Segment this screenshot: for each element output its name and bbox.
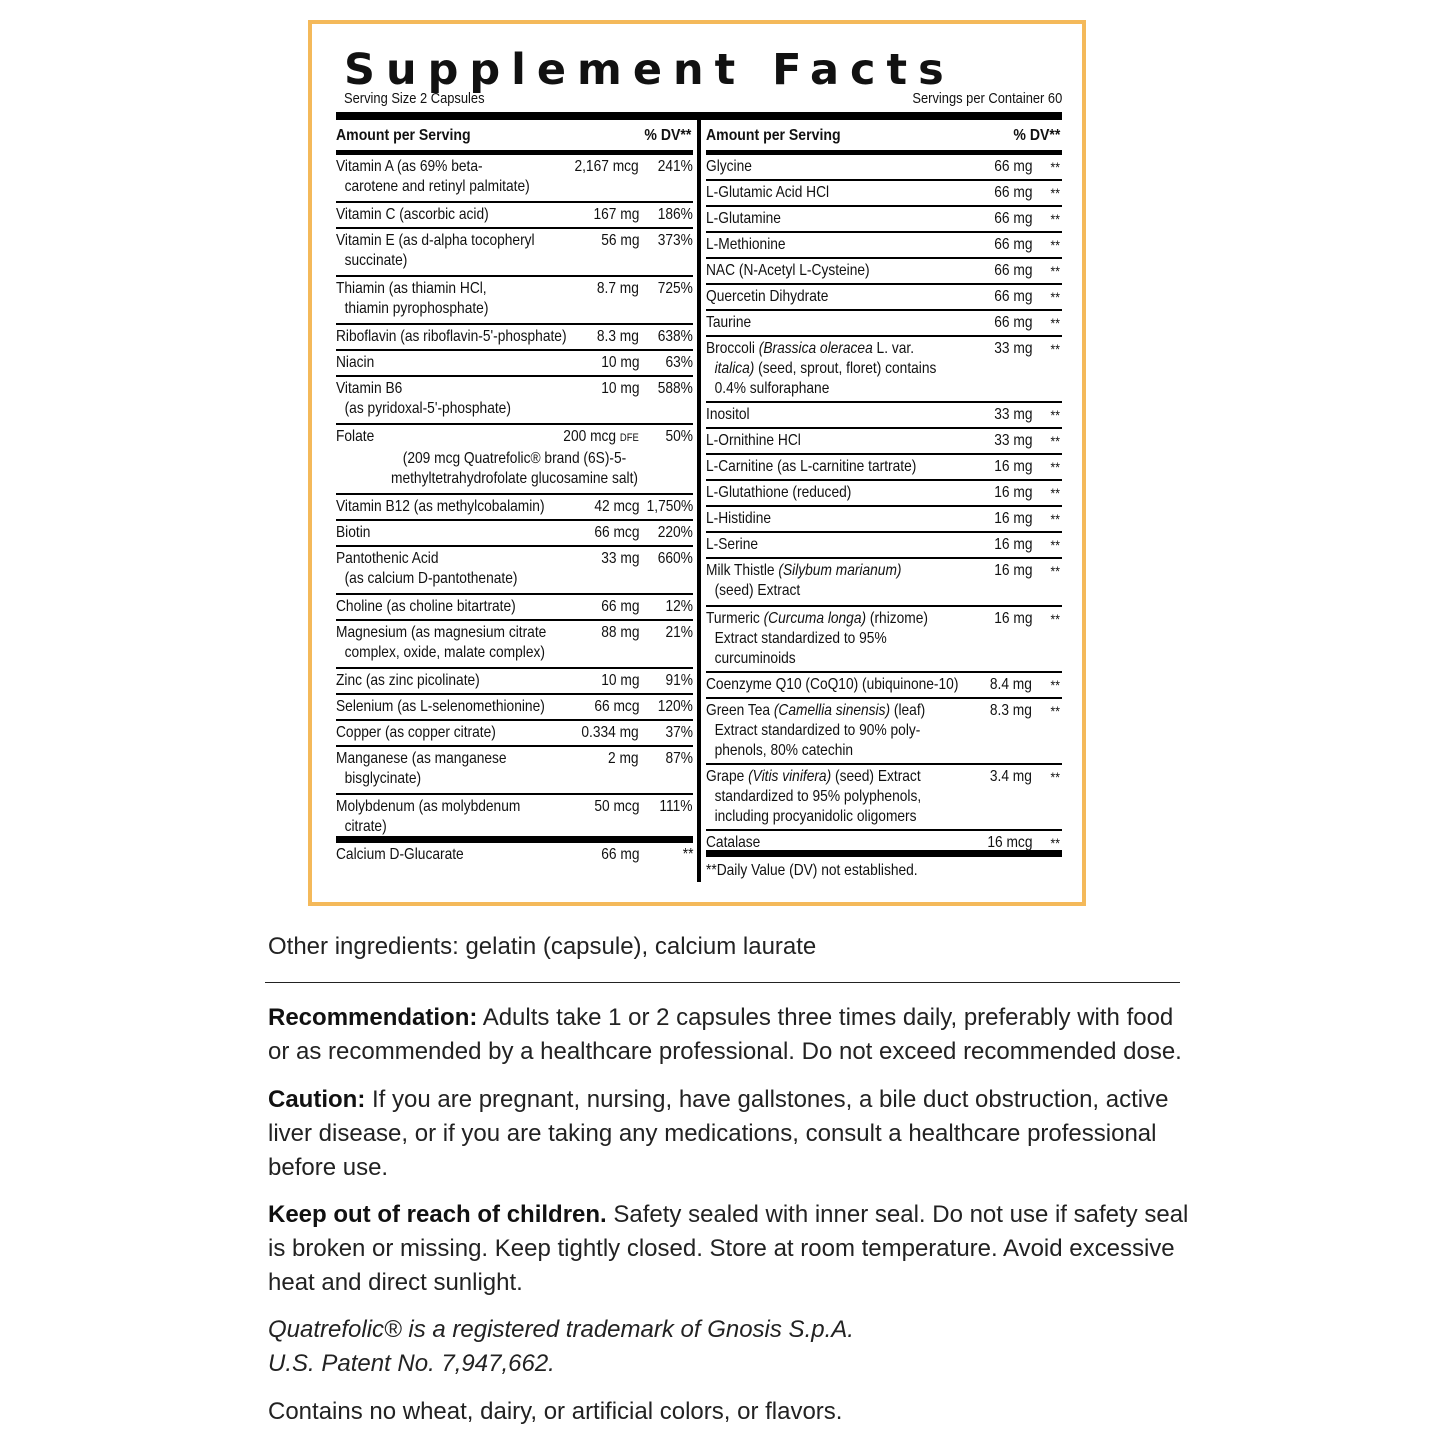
nutrient-name-line: Niacin <box>336 354 375 371</box>
nutrient-amount: 66 mg <box>993 262 1032 279</box>
nutrient-name-line: phenols, 80% catechin <box>714 742 854 759</box>
nutrient-amount: 66 mcg <box>593 698 639 715</box>
nutrient-dv: ** <box>1050 459 1060 475</box>
contains-no: Contains no wheat, dairy, or artificial colors, or flavors. <box>268 1398 843 1425</box>
caution-lead: Caution: <box>268 1086 366 1113</box>
nutrient-row <box>706 233 1062 259</box>
nutrient-name-line: L-Serine <box>706 536 759 553</box>
nutrient-dv: ** <box>1050 237 1060 253</box>
nutrient-name-line: L-Ornithine HCl <box>706 432 801 449</box>
serving-size: Serving Size 2 Capsules <box>344 90 485 107</box>
recommendation-text: or as recommended by a healthcare professional. Do not exceed recommended dose. <box>268 1038 1182 1065</box>
nutrient-row <box>706 155 1062 181</box>
nutrient-amount: 66 mg <box>600 846 639 863</box>
keep-out-text: Safety sealed with inner seal. Do not use if safety seal <box>606 1201 1189 1228</box>
column-header <box>336 120 693 155</box>
nutrient-amount: 33 mg <box>600 550 639 567</box>
keep-out-lead: Keep out of reach of children. <box>268 1201 607 1228</box>
nutrient-name-line: complex, oxide, malate complex) <box>344 644 545 661</box>
nutrient-name <box>336 697 545 717</box>
nutrient-amount: 66 mg <box>993 314 1032 331</box>
nutrient-amount: 33 mg <box>993 340 1032 357</box>
nutrient-dv: ** <box>1050 211 1060 227</box>
nutrient-dv: 241% <box>657 158 693 175</box>
nutrient-name-line: Magnesium (as magnesium citrate <box>336 624 547 641</box>
nutrient-name-line: Copper (as copper citrate) <box>336 724 496 741</box>
nutrient-row <box>336 377 693 425</box>
nutrient-row <box>706 285 1062 311</box>
nutrient-row <box>706 533 1062 559</box>
nutrient-row <box>336 495 693 521</box>
nutrient-name <box>706 183 829 203</box>
nutrient-row <box>706 699 1062 765</box>
nutrient-name <box>336 497 545 517</box>
nutrient-name-line: L-Histidine <box>706 510 772 527</box>
nutrient-name <box>706 833 760 853</box>
nutrient-row <box>336 747 693 795</box>
botanical-name: italica) <box>714 360 755 377</box>
caution-text: before use. <box>268 1154 389 1181</box>
amount-unit: DFE <box>620 432 639 444</box>
nutrient-name-line: Vitamin A (as 69% beta- <box>336 158 483 175</box>
nutrient-dv: 111% <box>659 798 693 815</box>
nutrient-name <box>706 261 870 281</box>
nutrient-name-line: including procyanidolic oligomers <box>714 808 917 825</box>
nutrient-amount: 66 mcg <box>593 524 639 541</box>
nutrient-row <box>706 207 1062 233</box>
nutrient-name <box>706 609 928 669</box>
nutrient-name-line: curcuminoids <box>714 650 796 667</box>
folate-source-line: (209 mcg Quatrefolic® brand (6S)-5- <box>402 450 627 467</box>
nutrient-dv: ** <box>1050 537 1060 553</box>
nutrient-dv: ** <box>1050 511 1060 527</box>
nutrient-dv: ** <box>1050 159 1060 175</box>
divider <box>265 982 1180 983</box>
botanical-name: (Silybum marianum) <box>778 562 902 579</box>
supplement-facts-panel <box>308 20 1086 906</box>
nutrient-name-line: Pantothenic Acid <box>336 550 439 567</box>
nutrient-name <box>706 209 781 229</box>
nutrient-dv: ** <box>1050 185 1060 201</box>
caution-text: liver disease, or if you are taking any medications, consult a healthcare professional <box>268 1120 1157 1147</box>
nutrient-name-line: Milk Thistle (Silybum marianum) <box>706 562 902 579</box>
nutrient-dv: 186% <box>657 206 693 223</box>
nutrient-row <box>706 403 1062 429</box>
nutrient-name-line: (seed) Extract <box>714 582 801 599</box>
nutrient-row <box>336 721 693 747</box>
nutrient-name-line: Inositol <box>706 406 750 423</box>
nutrient-row <box>336 547 693 595</box>
nutrient-name-line: Vitamin B6 <box>336 380 403 397</box>
nutrient-name-line: L-Methionine <box>706 236 786 253</box>
nutrient-name <box>336 379 511 419</box>
nutrient-name <box>336 597 516 617</box>
caution-text: If you are pregnant, nursing, have gallstones, a bile duct obstruction, active <box>365 1086 1169 1113</box>
dv-header: % DV** <box>644 127 691 144</box>
nutrient-amount: 50 mcg <box>593 798 639 815</box>
nutrient-name <box>336 231 535 271</box>
nutrient-dv: ** <box>1050 341 1060 357</box>
nutrient-name <box>706 235 786 255</box>
other-ingredients: Other ingredients: gelatin (capsule), calcium laurate <box>268 933 817 960</box>
nutrient-name <box>336 797 520 837</box>
servings-per-container: Servings per Container 60 <box>912 90 1062 107</box>
nutrient-name-line: Taurine <box>706 314 752 331</box>
nutrient-amount: 8.3 mg <box>989 702 1032 719</box>
nutrient-name <box>706 157 752 177</box>
keep-out-text: heat and direct sunlight. <box>268 1269 523 1296</box>
nutrient-name <box>706 701 925 761</box>
nutrient-name-line: Broccoli (Brassica oleracea L. var. <box>706 340 915 357</box>
nutrient-name-line: Vitamin B12 (as methylcobalamin) <box>336 498 545 515</box>
nutrient-amount: 42 mcg <box>593 498 639 515</box>
nutrient-row <box>336 155 693 203</box>
nutrient-name <box>336 353 374 373</box>
nutrient-name-line: Extract standardized to 90% poly- <box>714 722 921 739</box>
nutrient-name-line: Calcium D-Glucarate <box>336 846 464 863</box>
nutrient-name-line: standardized to 95% polyphenols, <box>714 788 922 805</box>
nutrient-dv: 638% <box>657 328 693 345</box>
nutrient-name <box>336 723 496 743</box>
nutrient-dv: 21% <box>665 624 693 641</box>
nutrient-row <box>336 669 693 695</box>
nutrient-name-line: Quercetin Dihydrate <box>706 288 829 305</box>
nutrient-amount: 2,167 mcg <box>574 158 639 175</box>
nutrient-amount: 33 mg <box>993 432 1032 449</box>
nutrient-name-line: L-Carnitine (as L-carnitine tartrate) <box>706 458 917 475</box>
botanical-name: (Brassica oleracea <box>758 340 873 357</box>
nutrient-row <box>706 429 1062 455</box>
nutrient-name <box>706 339 936 399</box>
nutrient-amount: 16 mg <box>993 510 1032 527</box>
nutrient-name <box>336 845 464 865</box>
nutrient-dv: 1,750% <box>646 498 693 515</box>
nutrient-amount: 16 mg <box>993 484 1032 501</box>
amount-per-serving-header: Amount per Serving <box>706 127 841 144</box>
nutrient-name-line: succinate) <box>344 252 408 269</box>
nutrient-name-line: Molybdenum (as molybdenum <box>336 798 521 815</box>
nutrient-name-line: Coenzyme Q10 (CoQ10) (ubiquinone-10) <box>706 676 959 693</box>
folate-source <box>361 449 668 489</box>
nutrient-name-line: Glycine <box>706 158 752 175</box>
nutrient-row <box>706 455 1062 481</box>
nutrient-dv: 660% <box>657 550 693 567</box>
nutrient-name-line: carotene and retinyl palmitate) <box>344 178 530 195</box>
header-rule <box>336 112 1062 120</box>
nutrient-row <box>706 311 1062 337</box>
nutrient-row <box>336 203 693 229</box>
nutrient-dv: ** <box>1050 563 1060 579</box>
column-divider <box>697 120 701 882</box>
dv-footnote-text: **Daily Value (DV) not established. <box>706 862 918 879</box>
nutrient-amount: 16 mg <box>993 562 1032 579</box>
nutrient-amount: 16 mg <box>993 610 1032 627</box>
keep-out-text: is broken or missing. Keep tightly closed. Store at room temperature. Avoid excessive <box>268 1235 1175 1262</box>
nutrient-name <box>706 457 916 477</box>
nutrient-dv: ** <box>1050 677 1060 693</box>
keep-out-of-reach <box>268 1198 1188 1300</box>
nutrient-dv: ** <box>1050 835 1060 851</box>
nutrient-name-line: L-Glutathione (reduced) <box>706 484 852 501</box>
nutrient-dv: 50% <box>665 428 693 445</box>
nutrient-row <box>706 765 1062 831</box>
nutrient-name-line: Riboflavin (as riboflavin-5'-phosphate) <box>336 328 567 345</box>
nutrient-name <box>706 431 801 451</box>
nutrient-dv: 37% <box>665 724 693 741</box>
nutrient-dv: 12% <box>665 598 693 615</box>
nutrient-name <box>706 767 921 827</box>
nutrient-name-line: Manganese (as manganese <box>336 750 507 767</box>
nutrient-name-line: Thiamin (as thiamin HCl, <box>336 280 487 297</box>
nutrient-amount: 16 mg <box>993 458 1032 475</box>
nutrient-row <box>336 621 693 669</box>
nutrient-name <box>706 675 958 695</box>
nutrient-name <box>336 427 374 447</box>
nutrient-name <box>336 279 488 319</box>
nutrient-dv: ** <box>1050 485 1060 501</box>
dv-header: % DV** <box>1013 127 1060 144</box>
nutrient-name-line: Vitamin C (ascorbic acid) <box>336 206 489 223</box>
nutrient-name <box>706 287 828 307</box>
nutrient-dv: ** <box>682 846 693 863</box>
nutrient-amount: 66 mg <box>993 210 1032 227</box>
recommendation-lead: Recommendation: <box>268 1004 478 1031</box>
nutrient-name <box>706 483 851 503</box>
nutrient-name <box>336 523 370 543</box>
nutrient-dv: 373% <box>657 232 693 249</box>
nutrient-name-line: Zinc (as zinc picolinate) <box>336 672 480 689</box>
nutrient-amount: 66 mg <box>993 184 1032 201</box>
nutrient-amount: 66 mg <box>993 236 1032 253</box>
nutrient-dv: 87% <box>665 750 693 767</box>
nutrient-amount: 10 mg <box>600 672 639 689</box>
left-column <box>336 120 693 877</box>
nutrient-amount: 16 mcg <box>986 834 1032 851</box>
nutrient-dv: ** <box>1050 315 1060 331</box>
nutrient-row <box>336 277 693 325</box>
dv-footnote <box>706 857 1062 885</box>
nutrient-amount: 8.3 mg <box>596 328 639 345</box>
nutrient-name <box>336 327 567 347</box>
nutrient-dv: ** <box>1050 611 1060 627</box>
nutrient-row <box>336 695 693 721</box>
nutrient-name-line: Choline (as choline bitartrate) <box>336 598 516 615</box>
patent-text: U.S. Patent No. 7,947,662. <box>268 1350 555 1377</box>
nutrient-dv: 91% <box>665 672 693 689</box>
nutrient-name-line: Folate <box>336 428 375 445</box>
nutrient-name-line: L-Glutamine <box>706 210 781 227</box>
nutrient-name-line: Green Tea (Camellia sinensis) (leaf) <box>706 702 926 719</box>
nutrient-amount: 2 mg <box>608 750 639 767</box>
caution <box>268 1083 1168 1185</box>
botanical-name: (Vitis vinifera) <box>748 768 832 785</box>
nutrient-name <box>336 749 507 789</box>
nutrient-row <box>336 795 693 843</box>
nutrient-amount: 3.4 mg <box>989 768 1032 785</box>
nutrient-amount: 56 mg <box>600 232 639 249</box>
nutrient-dv: 120% <box>657 698 693 715</box>
nutrient-row <box>706 607 1062 673</box>
nutrient-amount: 88 mg <box>600 624 639 641</box>
facts-title: Supplement Facts <box>344 45 955 95</box>
nutrient-amount: 0.334 mg <box>581 724 639 741</box>
nutrient-dv: 725% <box>657 280 693 297</box>
nutrient-dv: 63% <box>665 354 693 371</box>
right-column <box>706 120 1062 885</box>
nutrient-dv: ** <box>1050 407 1060 423</box>
nutrient-name <box>706 313 751 333</box>
nutrient-amount: 8.4 mg <box>989 676 1032 693</box>
nutrient-name-line: Turmeric (Curcuma longa) (rhizome) <box>706 610 929 627</box>
nutrient-dv: ** <box>1050 289 1060 305</box>
nutrient-name <box>336 205 489 225</box>
nutrient-name-line: Catalase <box>706 834 761 851</box>
nutrient-amount: 10 mg <box>600 354 639 371</box>
recommendation-text: Adults take 1 or 2 capsules three times daily, preferably with food <box>477 1004 1174 1031</box>
nutrient-row <box>336 521 693 547</box>
nutrient-name-line: 0.4% sulforaphane <box>714 380 830 397</box>
nutrient-row <box>336 229 693 277</box>
nutrient-name-line: Vitamin E (as d-alpha tocopheryl <box>336 232 535 249</box>
nutrient-row <box>336 325 693 351</box>
nutrient-dv: ** <box>1050 703 1060 719</box>
nutrient-amount: 66 mg <box>600 598 639 615</box>
nutrient-name <box>706 561 901 601</box>
nutrient-dv: ** <box>1050 263 1060 279</box>
nutrient-name-line: NAC (N-Acetyl L-Cysteine) <box>706 262 870 279</box>
nutrient-amount: 33 mg <box>993 406 1032 423</box>
botanical-name: (Camellia sinensis) <box>773 702 891 719</box>
trademark-note <box>268 1313 854 1381</box>
nutrient-name <box>336 623 546 663</box>
amount-per-serving-header: Amount per Serving <box>336 127 471 144</box>
folate-source-line: methyltetrahydrofolate glucosamine salt) <box>390 470 639 487</box>
nutrient-row <box>706 831 1062 857</box>
nutrient-row <box>336 351 693 377</box>
nutrient-row <box>336 843 693 877</box>
nutrient-name-line: citrate) <box>344 818 387 835</box>
nutrient-amount: 8.7 mg <box>596 280 639 297</box>
nutrient-dv: ** <box>1050 433 1060 449</box>
column-header <box>706 120 1062 155</box>
nutrient-name <box>706 509 771 529</box>
nutrient-dv: ** <box>1050 769 1060 785</box>
nutrient-name <box>336 549 517 589</box>
nutrient-amount: 66 mg <box>993 158 1032 175</box>
nutrient-row <box>336 425 693 495</box>
nutrient-row <box>336 595 693 621</box>
nutrient-row <box>706 259 1062 285</box>
nutrient-amount: 200 mcg DFE <box>563 428 639 445</box>
nutrient-row <box>706 181 1062 207</box>
recommendation <box>268 1001 1182 1069</box>
nutrient-name-line: (as pyridoxal-5'-phosphate) <box>344 400 511 417</box>
nutrient-amount: 16 mg <box>993 536 1032 553</box>
botanical-name: (Curcuma longa) <box>763 610 867 627</box>
nutrient-amount: 10 mg <box>600 380 639 397</box>
nutrient-amount: 167 mg <box>593 206 639 223</box>
nutrient-name-line: L-Glutamic Acid HCl <box>706 184 830 201</box>
nutrient-dv: 220% <box>657 524 693 541</box>
nutrient-name-line: Grape (Vitis vinifera) (seed) Extract <box>706 768 921 785</box>
nutrient-name-line: bisglycinate) <box>344 770 422 787</box>
nutrient-name-line: Selenium (as L-selenomethionine) <box>336 698 545 715</box>
nutrient-dv: 588% <box>657 380 693 397</box>
nutrient-row <box>706 337 1062 403</box>
nutrient-name-line: Biotin <box>336 524 371 541</box>
nutrient-name-line: thiamin pyrophosphate) <box>344 300 489 317</box>
nutrient-name <box>336 157 530 197</box>
nutrient-name <box>706 535 758 555</box>
nutrient-row <box>706 673 1062 699</box>
trademark-text: Quatrefolic® is a registered trademark of Gnosis S.p.A. <box>268 1316 854 1343</box>
nutrient-row <box>706 481 1062 507</box>
nutrient-row <box>706 507 1062 533</box>
nutrient-name <box>706 405 750 425</box>
nutrient-name-line: italica) (seed, sprout, floret) contains <box>714 360 937 377</box>
nutrient-row <box>706 559 1062 607</box>
nutrient-amount: 66 mg <box>993 288 1032 305</box>
nutrient-name-line: (as calcium D-pantothenate) <box>344 570 518 587</box>
nutrient-name <box>336 671 480 691</box>
nutrient-name-line: Extract standardized to 95% <box>714 630 887 647</box>
